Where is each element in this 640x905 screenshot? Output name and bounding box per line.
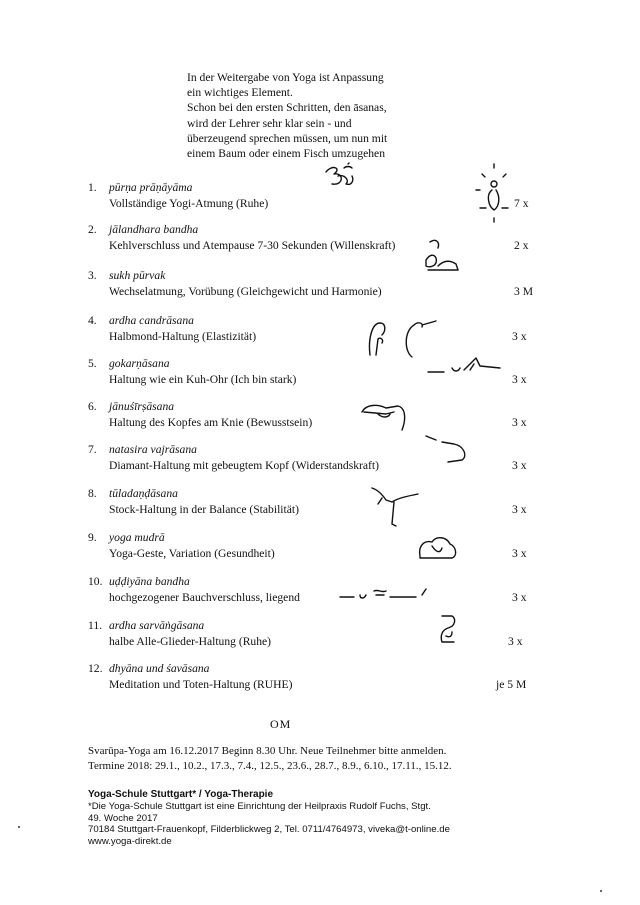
item-description: Haltung des Kopfes am Knie (Bewusstsein) — [109, 416, 313, 429]
schedule-info — [88, 744, 452, 773]
exercise-item — [88, 313, 558, 349]
item-number: 5. — [88, 357, 97, 370]
balance-stick-pose-icon — [368, 484, 424, 530]
om-closing: OM — [270, 717, 292, 731]
exercise-item — [88, 661, 558, 697]
item-description: Meditation und Toten-Haltung (RUHE) — [109, 678, 293, 691]
exercise-item — [88, 442, 558, 478]
item-name: gokarṇāsana — [109, 357, 170, 370]
footer-note: *Die Yoga-Schule Stuttgart ist eine Einrichtung der Heilpraxis Rudolf Fuchs, Stgt. — [88, 800, 431, 812]
exercise-item — [88, 268, 558, 304]
item-description: Diamant-Haltung mit gebeugtem Kopf (Widerstandskraft) — [109, 459, 379, 472]
item-description: Halbmond-Haltung (Elastizität) — [109, 330, 257, 343]
item-number: 6. — [88, 400, 97, 413]
meditating-figure-icon — [470, 160, 514, 224]
footer-title: Yoga-Schule Stuttgart* / Yoga-Therapie — [88, 789, 274, 800]
exercise-item — [88, 530, 558, 566]
intro-text — [187, 70, 387, 161]
intro-line: In der Weitergabe von Yoga ist Anpassung — [187, 71, 384, 84]
footer-address: 70184 Stuttgart-Frauenkopf, Filderblickweg 2, Tel. 0711/4764973, viveka@t-online.de — [88, 824, 450, 836]
exercise-item — [88, 618, 558, 654]
footer-website: www.yoga-direkt.de — [88, 836, 172, 848]
dates-2018: Termine 2018: 29.1., 10.2., 17.3., 7.4., 12.5., 23.6., 28.7., 8.9., 6.10., 17.11., 15.12. — [88, 759, 452, 772]
item-number: 4. — [88, 314, 97, 327]
item-name: ardha candrāsana — [109, 314, 194, 327]
item-count: 3 x — [512, 416, 527, 429]
item-number: 10. — [88, 575, 103, 588]
intro-line: wird der Lehrer sehr klar sein - und — [187, 116, 352, 130]
item-name: uḍḍiyāna bandha — [109, 575, 190, 588]
exercise-item — [88, 399, 558, 435]
item-name: sukh pūrvak — [109, 269, 166, 282]
item-count: 3 x — [512, 459, 527, 472]
intro-line: überzeugend sprechen müssen, um nun mit — [187, 131, 388, 145]
item-name: ardha sarvāṅgāsana — [109, 619, 205, 632]
intro-line: ein wichtiges Element. — [187, 86, 293, 100]
item-description: halbe Alle-Glieder-Haltung (Ruhe) — [109, 635, 272, 648]
diamond-pose-icon — [424, 432, 480, 470]
item-count: 7 x — [514, 197, 529, 210]
footer — [88, 789, 450, 848]
item-description: hochgezogener Bauchverschluss, liegend — [109, 591, 300, 604]
exercise-item — [88, 574, 558, 610]
seated-figure-icon — [420, 236, 464, 276]
item-count: 3 x — [508, 635, 523, 648]
item-number: 11. — [88, 619, 103, 632]
intro-line: Schon bei den ersten Schritten, den āsanas, — [187, 101, 387, 115]
lying-figure-icon — [338, 585, 438, 605]
item-number: 2. — [88, 223, 97, 236]
item-name: yoga mudrā — [109, 531, 165, 544]
item-description: Kehlverschluss und Atempause 7-30 Sekunden (Willenskraft) — [109, 239, 396, 252]
scan-speck — [18, 826, 20, 828]
item-description: Yoga-Geste, Variation (Gesundheit) — [109, 547, 275, 560]
cow-ear-pose-icon — [424, 352, 504, 378]
item-count: 3 x — [512, 330, 527, 343]
item-name: tūladaṇḍāsana — [109, 487, 178, 500]
intro-line: einem Baum oder einem Fisch umzugehen — [187, 147, 386, 161]
next-session: Svarūpa-Yoga am 16.12.2017 Beginn 8.30 Uhr. Neue Teilnehmer bitte anmelden. — [88, 745, 447, 757]
item-count: 3 x — [512, 591, 527, 604]
shoulder-stand-icon — [432, 612, 462, 646]
item-number: 9. — [88, 531, 97, 544]
item-number: 3. — [88, 269, 97, 282]
item-number: 1. — [88, 181, 97, 194]
item-name: pūrṇa prāṇāyāma — [109, 181, 193, 194]
item-count: 3 M — [514, 285, 534, 298]
item-count: 2 x — [514, 239, 529, 252]
exercise-item — [88, 222, 558, 258]
item-description: Stock-Haltung in der Balance (Stabilität) — [109, 503, 299, 516]
item-name: dhyāna und śavāsana — [109, 662, 210, 675]
item-number: 8. — [88, 487, 97, 500]
yoga-mudra-icon — [414, 532, 464, 562]
item-count: 3 x — [512, 373, 527, 386]
scan-speck — [600, 890, 602, 892]
item-number: 12. — [88, 662, 103, 675]
footer-week: 49. Woche 2017 — [88, 812, 158, 824]
head-to-knee-pose-icon — [358, 400, 414, 438]
om-symbol-icon — [322, 162, 358, 192]
item-count: 3 x — [512, 547, 527, 560]
item-name: jānuśīrṣāsana — [109, 400, 175, 413]
exercise-item — [88, 486, 558, 522]
item-name: jālandhara bandha — [109, 223, 199, 236]
item-count: je 5 M — [496, 678, 527, 691]
item-description: Wechselatmung, Vorübung (Gleichgewicht und Harmonie) — [109, 285, 382, 298]
item-number: 7. — [88, 443, 97, 456]
item-description: Vollständige Yogi-Atmung (Ruhe) — [109, 197, 269, 210]
item-description: Haltung wie ein Kuh-Ohr (Ich bin stark) — [109, 373, 297, 386]
item-name: natasira vajrāsana — [109, 443, 197, 456]
item-count: 3 x — [512, 503, 527, 516]
